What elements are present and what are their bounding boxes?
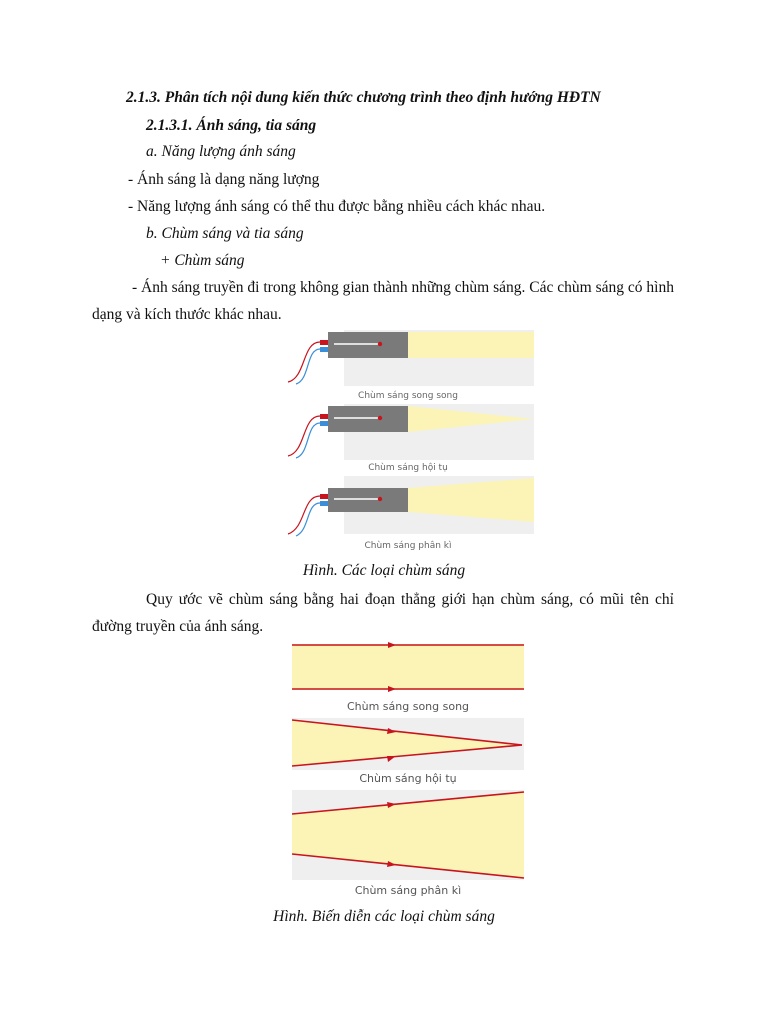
section-heading: 2.1.3. Phân tích nội dung kiến thức chương trình theo định hướng HĐTN <box>126 89 601 106</box>
diverging-ray-diagram <box>292 790 524 897</box>
item-a-heading: a. Năng lượng ánh sáng <box>146 143 296 160</box>
paragraph-convention: Quy ước vẽ chùm sáng bằng hai đoạn thẳng giới hạn chùm sáng, có mũi tên chỉ đường truyền của ánh sáng. <box>92 591 674 635</box>
figure-beam-types <box>284 330 536 552</box>
item-beam-heading: + Chùm sáng <box>160 252 245 269</box>
flashlight-icon <box>328 406 408 432</box>
beam-shape <box>408 332 534 358</box>
figure2-label-parallel: Chùm sáng song song <box>346 700 470 713</box>
figure2-caption: Hình. Biến diễn các loại chùm sáng <box>273 908 495 925</box>
figure1-label-converging: Chùm sáng hội tụ <box>368 463 448 473</box>
item-b-heading: b. Chùm sáng và tia sáng <box>146 225 304 242</box>
figure1-label-parallel: Chùm sáng song song <box>358 391 458 401</box>
figure-beam-diagrams <box>292 642 526 904</box>
bullet-light-energy: - Ánh sáng là dạng năng lượng <box>128 171 320 188</box>
flashlight-icon <box>328 488 408 512</box>
paragraph-beams: - Ánh sáng truyền đi trong không gian thành những chùm sáng. Các chùm sáng có hình dạng và kích thước khác nhau. <box>92 279 674 323</box>
parallel-beam-panel <box>284 330 534 401</box>
parallel-ray-diagram <box>292 642 524 713</box>
flashlight-icon <box>328 332 408 358</box>
wire-blue-icon <box>296 423 320 458</box>
wire-blue-icon <box>296 503 320 536</box>
figure1-label-diverging: Chùm sáng phân kì <box>364 541 452 551</box>
diverging-beam-panel <box>288 476 534 551</box>
converging-beam-panel <box>288 404 534 473</box>
subsection-heading: 2.1.3.1. Ánh sáng, tia sáng <box>146 117 317 134</box>
beam-shape <box>292 644 524 690</box>
figure1-caption: Hình. Các loại chùm sáng <box>302 562 466 579</box>
bullet-energy-sources: - Năng lượng ánh sáng có thể thu được bằng nhiều cách khác nhau. <box>128 198 546 215</box>
figure2-label-diverging: Chùm sáng phân kì <box>354 884 462 897</box>
converging-ray-diagram <box>292 718 524 785</box>
figure2-label-converging: Chùm sáng hội tụ <box>359 772 457 785</box>
